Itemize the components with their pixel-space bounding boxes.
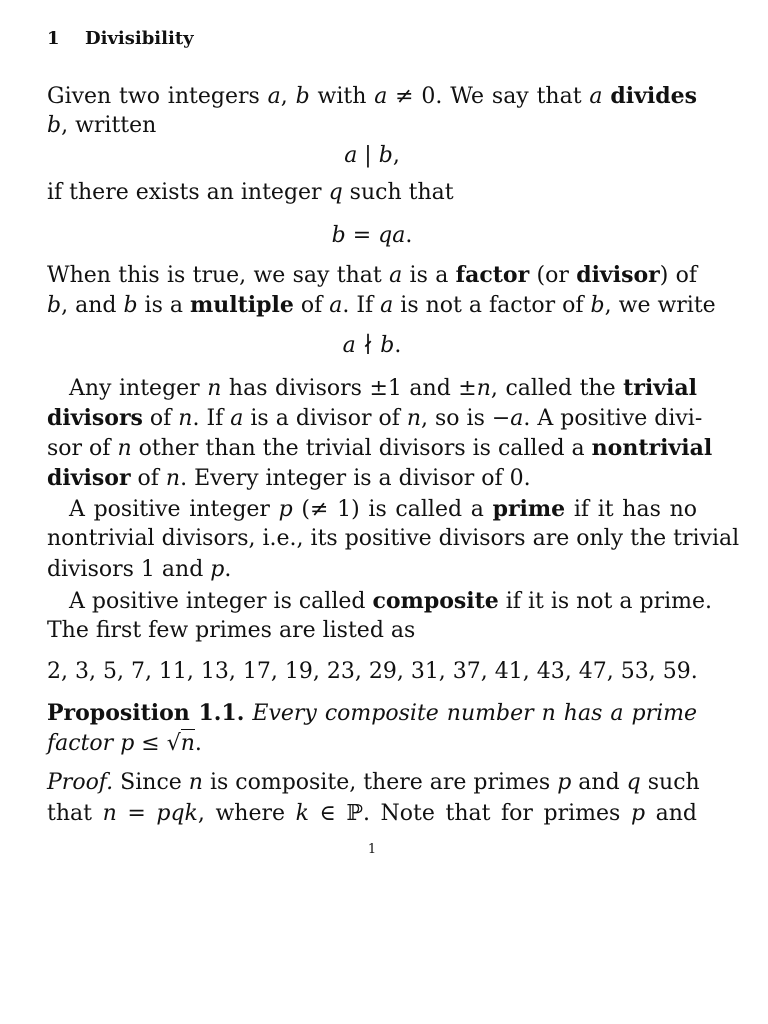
text-fragment: A positive integer is called xyxy=(69,589,373,614)
text-fragment: , called the xyxy=(490,376,624,401)
text-fragment: factor xyxy=(47,731,121,756)
text-fragment: . xyxy=(224,557,232,582)
text-fragment: , written xyxy=(61,113,157,138)
text-fragment: b xyxy=(47,113,62,138)
text-fragment: , and xyxy=(61,293,124,318)
text-line-13 xyxy=(47,586,713,617)
term-prime: prime xyxy=(492,496,566,522)
text-fragment: b xyxy=(590,293,605,318)
text-fragment: of xyxy=(293,293,330,318)
section-heading xyxy=(47,28,194,49)
proof-line-1 xyxy=(47,768,700,798)
text-fragment: a xyxy=(380,293,394,318)
text-fragment: b xyxy=(380,333,395,358)
section-number: 1 xyxy=(47,28,60,49)
text-fragment: . If xyxy=(192,406,231,431)
text-fragment: pqk xyxy=(156,801,198,826)
text-fragment: a xyxy=(230,406,244,431)
text-fragment: . xyxy=(194,731,202,756)
text-fragment: n xyxy=(541,701,556,726)
text-fragment: if there exists an integer xyxy=(47,180,329,205)
text-line-5 xyxy=(47,290,716,321)
text-fragment: . A positive divi- xyxy=(523,406,703,431)
text-line-7 xyxy=(47,403,703,434)
text-fragment: . xyxy=(394,333,402,358)
text-fragment: n xyxy=(188,770,203,795)
text-fragment: (≠ 1) is called a xyxy=(292,497,493,522)
text-fragment: p xyxy=(278,497,293,522)
text-fragment: a xyxy=(329,293,343,318)
term-composite: composite xyxy=(372,588,499,614)
text-fragment: , xyxy=(392,143,400,168)
text-fragment: a xyxy=(344,143,358,168)
text-fragment: such xyxy=(640,770,700,795)
proof-line-2 xyxy=(47,799,697,829)
text-fragment: other than the trivial divisors is called a xyxy=(131,436,592,461)
term-divides: divides xyxy=(610,83,697,109)
text-fragment: , xyxy=(280,84,296,109)
text-fragment: n xyxy=(178,406,193,431)
text-fragment: . If xyxy=(342,293,381,318)
text-fragment: n xyxy=(476,376,491,401)
text-fragment: has a prime xyxy=(555,701,698,726)
text-fragment: n xyxy=(165,466,181,491)
text-line-10 xyxy=(47,494,697,525)
text-fragment: p xyxy=(557,770,572,795)
text-fragment: p xyxy=(210,557,225,582)
text-fragment: a xyxy=(374,84,388,109)
term-multiple: multiple xyxy=(189,292,294,318)
term-nontrivial: nontrivial xyxy=(591,435,713,461)
text-fragment: a xyxy=(389,263,403,288)
text-fragment: is a xyxy=(137,293,190,318)
text-fragment: , where xyxy=(197,801,296,826)
text-fragment: ≠ 0. We say that xyxy=(387,84,590,109)
text-line-8 xyxy=(47,433,713,464)
text-fragment: sor of xyxy=(47,436,118,461)
text-line-14 xyxy=(47,616,697,646)
text-fragment: | xyxy=(357,143,379,168)
text-line-11 xyxy=(47,524,740,554)
text-fragment: Given two integers xyxy=(47,84,268,109)
text-fragment: a xyxy=(342,333,356,358)
text-line-4 xyxy=(47,260,697,291)
text-fragment: , so is − xyxy=(421,406,511,431)
text-line-1 xyxy=(47,81,697,112)
text-fragment: divisors 1 and xyxy=(47,557,211,582)
text-fragment: if it is not a prime. xyxy=(498,589,713,614)
text-fragment: The first few primes are listed as xyxy=(47,618,416,643)
text-fragment: ∤ xyxy=(355,333,381,358)
term-divisors: divisors xyxy=(47,405,143,431)
page-number: 1 xyxy=(367,842,377,857)
text-fragment: has divisors ±1 and ± xyxy=(221,376,477,401)
text-fragment: . xyxy=(405,223,413,248)
text-fragment: p xyxy=(630,801,646,826)
text-fragment: n xyxy=(117,436,132,461)
primes-list: 2, 3, 5, 7, 11, 13, 17, 19, 23, 29, 31, 37, 41, 43, 47, 53, 59. xyxy=(47,659,698,684)
text-fragment: ) of xyxy=(659,263,698,288)
text-fragment: A positive integer xyxy=(69,497,279,522)
proposition-label: Proposition 1.1. xyxy=(47,700,245,726)
text-fragment: a xyxy=(267,84,281,109)
text-line-2 xyxy=(47,111,697,141)
term-divisor-2: divisor xyxy=(47,465,131,491)
proof-label: Proof. xyxy=(47,770,114,795)
text-fragment: nontrivial divisors, i.e., its positive divisors are only the trivial xyxy=(47,526,740,551)
text-fragment: ∈ ℙ. Note that for primes xyxy=(308,801,631,826)
section-title: Divisibility xyxy=(85,28,194,49)
equation-divides xyxy=(47,141,697,171)
text-fragment: b xyxy=(378,143,393,168)
equation-quotient xyxy=(47,221,697,251)
text-fragment: of xyxy=(142,406,179,431)
text-fragment: is composite, there are primes xyxy=(202,770,558,795)
text-fragment: such that xyxy=(342,180,454,205)
term-divisor: divisor xyxy=(576,262,660,288)
text-line-12 xyxy=(47,555,697,585)
text-fragment: qa xyxy=(378,223,406,248)
text-fragment: n xyxy=(102,801,117,826)
text-fragment: of xyxy=(130,466,166,491)
text-fragment: . Every integer is a divisor of 0. xyxy=(180,466,531,491)
text-fragment: b xyxy=(123,293,138,318)
text-fragment: Any integer xyxy=(69,376,208,401)
text-fragment: q xyxy=(626,770,641,795)
term-trivial: trivial xyxy=(623,375,698,401)
text-fragment: Every composite number xyxy=(244,701,542,726)
text-fragment: = xyxy=(345,223,379,248)
text-fragment: Since xyxy=(113,770,189,795)
text-fragment: n xyxy=(406,406,422,431)
text-fragment: p xyxy=(120,731,135,756)
text-fragment: ≤ √ xyxy=(134,731,181,756)
text-fragment: that xyxy=(47,801,103,826)
text-fragment: and xyxy=(645,801,697,826)
text-fragment: a xyxy=(589,84,603,109)
text-fragment: is a xyxy=(402,263,456,288)
proposition-line-1 xyxy=(47,698,697,729)
text-fragment: and xyxy=(571,770,627,795)
text-fragment: q xyxy=(328,180,343,205)
text-line-9 xyxy=(47,463,697,494)
text-fragment: b xyxy=(47,293,62,318)
text-fragment: n xyxy=(180,731,195,756)
proposition-line-2 xyxy=(47,729,697,759)
text-fragment: a xyxy=(510,406,524,431)
text-fragment: (or xyxy=(529,263,577,288)
text-line-3 xyxy=(47,178,697,208)
text-fragment: k xyxy=(295,801,309,826)
text-fragment: is not a factor of xyxy=(393,293,591,318)
equation-not-divides xyxy=(47,331,697,361)
text-fragment: with xyxy=(309,84,375,109)
text-fragment: When this is true, we say that xyxy=(47,263,390,288)
term-factor: factor xyxy=(455,262,530,288)
text-fragment: = xyxy=(116,801,157,826)
text-fragment: n xyxy=(207,376,222,401)
text-line-6 xyxy=(47,373,697,404)
text-fragment: b xyxy=(331,223,346,248)
text-fragment: is a divisor of xyxy=(243,406,407,431)
text-fragment: , we write xyxy=(604,293,716,318)
text-fragment: b xyxy=(295,84,310,109)
text-fragment: if it has no xyxy=(565,497,697,522)
